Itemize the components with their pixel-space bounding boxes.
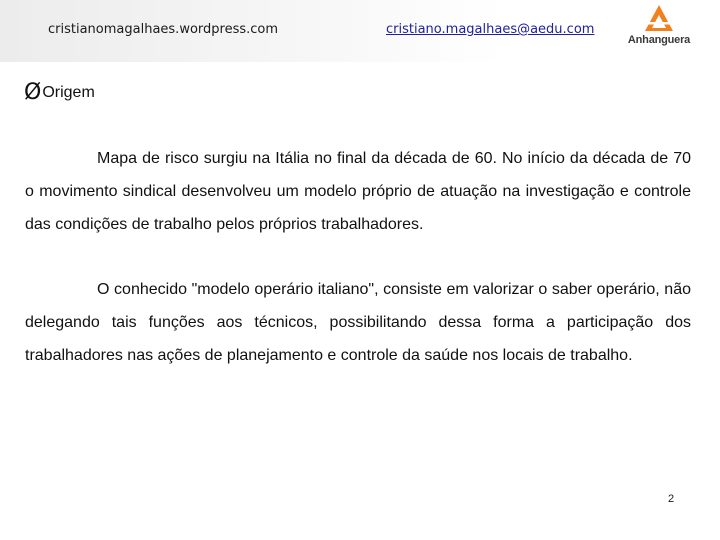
section-heading: [24, 82, 95, 104]
anhanguera-logo-icon: [644, 4, 674, 32]
paragraph-2: O conhecido "modelo operário italiano", consiste em valorizar o saber operário, não delegando tais funções aos técnicos, possibilitando dessa forma a participação dos trabalhadores nas ações de planejamento e controle da saúde nos locais de trabalho.: [25, 281, 691, 364]
content-body: [25, 142, 691, 372]
section-title: Origem: [42, 84, 95, 101]
paragraph-1: Mapa de risco surgiu na Itália no final da década de 60. No início da década de 70 o movimento sindical desenvolveu um modelo próprio de atuação na investigação e controle das condições de trabalho pelos próprios trabalhadores.: [25, 150, 691, 233]
arrow-bullet-icon: Ø: [24, 80, 42, 105]
page-number: 2: [668, 493, 675, 505]
logo-text: Anhanguera: [627, 34, 691, 46]
email-link[interactable]: cristiano.magalhaes@aedu.com: [386, 22, 595, 37]
site-url: cristianomagalhaes.wordpress.com: [48, 22, 279, 37]
anhanguera-logo: [626, 4, 692, 48]
